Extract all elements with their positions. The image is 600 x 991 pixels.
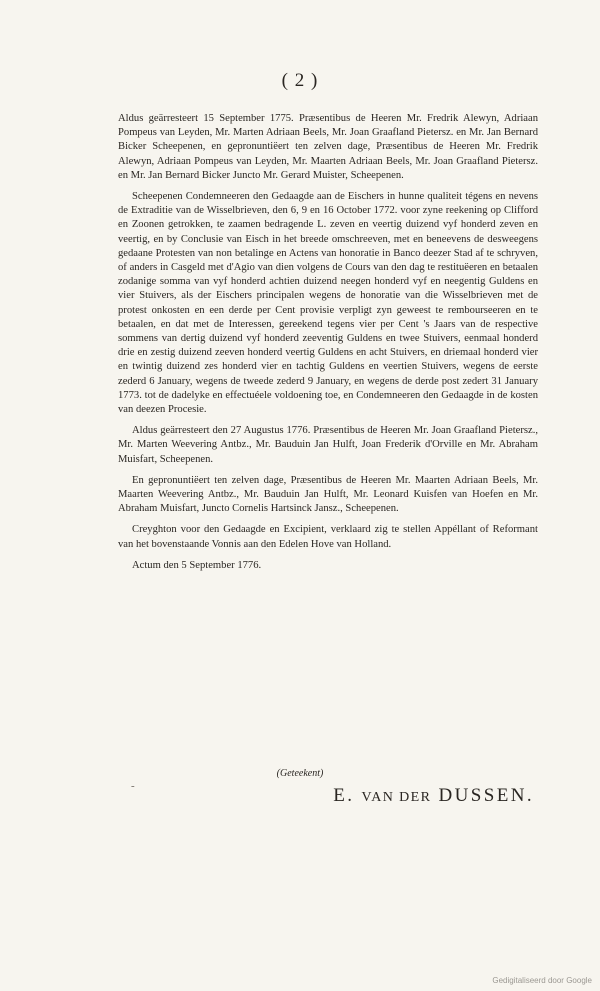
paragraph-1: Aldus geärresteert 15 September 1775. Præsentibus de Heeren Mr. Fredrik Alewyn, Adriaan Pompeus van Leyden, Mr. Marten Adriaan Beels, Mr. Joan Graafland Pietersz. en Mr. Jan Bernard Bicker Scheepenen, en gepronuntiëert ten zelven dage, Præsentibus de Heeren Mr. Fredrik Alewyn, Adriaan Pompeus van Leyden, Mr. Maarten Adriaan Beels, Mr. Joan Graafland Pietersz. en Mr. Jan Bernard Bicker Juncto Mr. Gerard Muister, Scheepenen. [118, 113, 538, 181]
signature-surname: DUSSEN. [438, 785, 534, 806]
page-number: ( 2 ) [281, 70, 319, 91]
digitization-watermark: Gedigitaliseerd door Google [492, 976, 592, 985]
paragraph-5: Creyghton voor den Gedaagde en Excipient, verklaard zig te stellen Appéllant of Reformant van het bovenstaande Vonnis aan den Edelen Hove van Holland. [118, 524, 538, 550]
signature [333, 785, 534, 807]
paragraph-4: En gepronuntiëert ten zelven dage, Præsentibus de Heeren Mr. Maarten Adriaan Beels, Mr. Maarten Weevering Antbz., Mr. Bauduin Jan Hulft, Mr. Leonard Kuisfen van Hoefen en Mr. Abraham Muisfart, Juncto Cornelis Hartsinck Jansz., Scheepenen. [118, 474, 538, 515]
margin-mark: - [131, 780, 135, 792]
signed-label: (Geteekent) [276, 768, 324, 779]
paragraph-6: Actum den 5 September 1776. [132, 559, 262, 571]
paragraph-3: Aldus geärresteert den 27 Augustus 1776. Præsentibus de Heeren Mr. Joan Graafland Pietersz., Mr. Marten Weevering Antbz., Mr. Bauduin Jan Hulft, Joan Frederik d'Orville en Mr. Abraham Muisfart, Scheepenen. [118, 425, 538, 465]
paragraph-2: Scheepenen Condemneeren den Gedaagde aan de Eischers in hunne qualiteit tégens en nevens de Extraditie van de Wisselbrieven, den 6, 9 en 16 October 1772. voor zyne reekening op Clifford en Zoonen getrokken, te zaamen bedragende L. zeven en veertig duizend vyf honderd zeven en veertig, en by Conclusie van Eisch in het breede omschreeven, met en beneevens de desweegens gedaane Protesten van non betalinge en Actens van honoratie in Banco deezer Stad af te schryven, of anders in Casgeld met d'Agio van dien volgens de Cours van den dag te restituëeren en betaalen zodanige somma van vyf honderd achtien duizend neegen honderd vyf en neegentig Guldens en vier Stuivers, als der Eischers principalen wegens de honoratie van die Wisselbrieven met de protest onkosten en een derde per Cent provisie verpligt zyn geweest te rembourseeren en te betaalen, en dat met de Interessen, gereekend tegens vier per Cent 's Jaars van de respective sommens van dertig duizend vyf honderd zeeventig Guldens en twee Stuivers, eenmaal honderd drie en zestig duizend zeeven honderd veertig Guldens en acht Stuivers, en driemaal honderd vier en twintig duizend zes honderd vier en tachtig Guldens en veertien Stuivers, wegens de eerste zederd 6 January, wegens de tweede zederd 9 January, en wegens de derde post zedert 31 January 1773. tot de dadelyke en effectuéele voldoening toe, en Condemneeren den Gedaagde in de kosten van deezen Procesie. [118, 191, 538, 416]
signature-particle: VAN DER [361, 790, 432, 805]
body-text [118, 112, 538, 580]
signature-initial: E. [333, 785, 355, 806]
